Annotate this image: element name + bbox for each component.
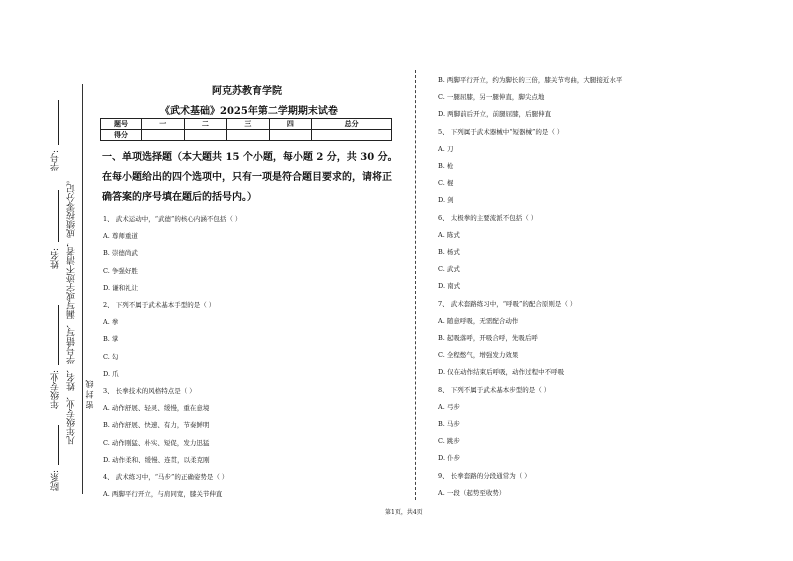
question-stem: 7、 武术套路练习中，“呼吸”的配合原则是（ ） [438,299,577,308]
score-header-cell: 总分 [312,119,392,130]
question-stem: 4、 武术练习中，“马步”的正确姿势是（ ） [103,473,229,481]
answer-option: C. 勾 [103,352,119,361]
answer-option: B. 杨式 [438,248,460,256]
answer-option: B. 崇德尚武 [103,249,138,258]
class-blank[interactable] [58,305,59,365]
score-cell[interactable] [312,130,392,141]
answer-option: A. 刀 [438,144,454,153]
score-cell[interactable] [184,130,227,141]
question-stem: 6、 太极拳的主要流派不包括（ ） [438,213,538,222]
name-blank[interactable] [58,190,59,242]
answer-option: D. 剑 [438,196,454,205]
score-table-score-row [101,130,392,141]
score-cell[interactable] [142,130,185,141]
question-stem: 2、 下列不属于武术基本手型的是（ ） [103,301,216,309]
question-stem: 8、 下列不属于武术基本步型的是（ ） [438,385,551,394]
school-name: 阿克苏教育学院 [212,86,282,97]
page-footer: 第1页，共4页 [385,509,423,516]
binding-strip [0,0,100,561]
answer-option: C. 棍 [438,179,454,188]
question-stem: 1、 武术运动中，“武德”的核心内涵不包括（ ） [103,215,242,223]
binding-line [82,84,83,494]
column-divider [415,70,416,500]
answer-option: A. 一段（起势至收势） [438,488,506,497]
student-id-label: 学号: [51,150,61,172]
class-label: 年级专业: [51,370,61,410]
college-blank[interactable] [58,425,59,465]
question-stem: 3、 长拳技术的风格特点是（ ） [103,387,196,395]
answer-option: B. 起吸落呼，开吸合呼，先吸后呼 [438,334,538,342]
answer-option: D. 动作柔和、缓慢、连贯，以柔克刚 [103,455,210,464]
answer-option: B. 掌 [103,335,119,344]
answer-option: B. 两脚平行开立，约为脚长的三倍，膝关节弯曲，大腿接近水平 [438,76,623,84]
answer-option: A. 两脚平行开立，与肩同宽，膝关节伸直 [103,490,223,499]
question-stem: 9、 长拳套路的分段通常为（ ） [438,471,531,480]
answer-option: A. 随意呼吸，无需配合动作 [438,316,519,325]
exam-title: 《武术基础》2025年第二学期期末试卷 [160,106,338,117]
score-header-cell: 四 [269,119,312,130]
answer-option: D. 两脚前后开立，前腿屈膝，后腿伸直 [438,110,552,119]
score-header-cell: 一 [142,119,185,130]
answer-option: D. 谦和礼让 [103,283,139,292]
college-label: 院系: [51,470,61,492]
score-cell[interactable] [269,130,312,141]
answer-option: C. 跳步 [438,437,460,446]
answer-option: A. 弓步 [438,402,460,411]
seal-label: 密 封 线 [85,380,94,410]
score-header-cell: 二 [184,119,227,130]
student-id-blank[interactable] [58,100,59,145]
score-header-cell: 三 [227,119,270,130]
answer-option: C. 武式 [438,265,460,274]
question-stem: 5、 下列属于武术器械中“短器械”的是（ ） [438,127,564,136]
score-table-header-row [101,119,392,130]
answer-option: D. 爪 [103,369,119,378]
answer-option: D. 仆步 [438,454,461,463]
section-1-heading: 一、单项选择题（本大题共 15 个小题，每小题 2 分，共 30 分。在每小题给出的四个选项中，只有一项是符合题目要求的，请将正确答案的序号填在题后的括号内。） [102,152,398,203]
answer-option: A. 陈式 [438,230,460,239]
score-table [100,118,392,141]
score-row-label: 得分 [101,130,142,141]
answer-option: B. 枪 [438,162,454,170]
answer-option: A. 拳 [103,318,119,327]
answer-option: C. 全程憋气，增强发力效果 [438,351,519,360]
answer-option: A. 动作舒展、轻灵、缓慢，重在意境 [103,404,210,413]
score-cell[interactable] [227,130,270,141]
binding-notice: 凡年级专业、姓名、学号错写、漏写或字迹不清者，成绩按零分记。 [67,175,77,445]
answer-option: C. 一腿屈膝，另一腿伸直，脚尖点地 [438,93,545,102]
answer-option: C. 争强好胜 [103,266,138,275]
answer-option: C. 动作刚猛、朴实、短促，发力迅猛 [103,438,210,447]
answer-option: D. 南式 [438,282,461,291]
score-header-cell: 题号 [101,119,142,130]
answer-option: B. 动作舒展、快速、有力，节奏鲜明 [103,421,210,430]
name-label: 姓名: [51,248,61,270]
answer-option: A. 尊师重道 [103,232,138,241]
answer-option: B. 马步 [438,420,460,428]
answer-option: D. 仅在动作结束后呼吸，动作过程中不呼吸 [438,368,565,377]
